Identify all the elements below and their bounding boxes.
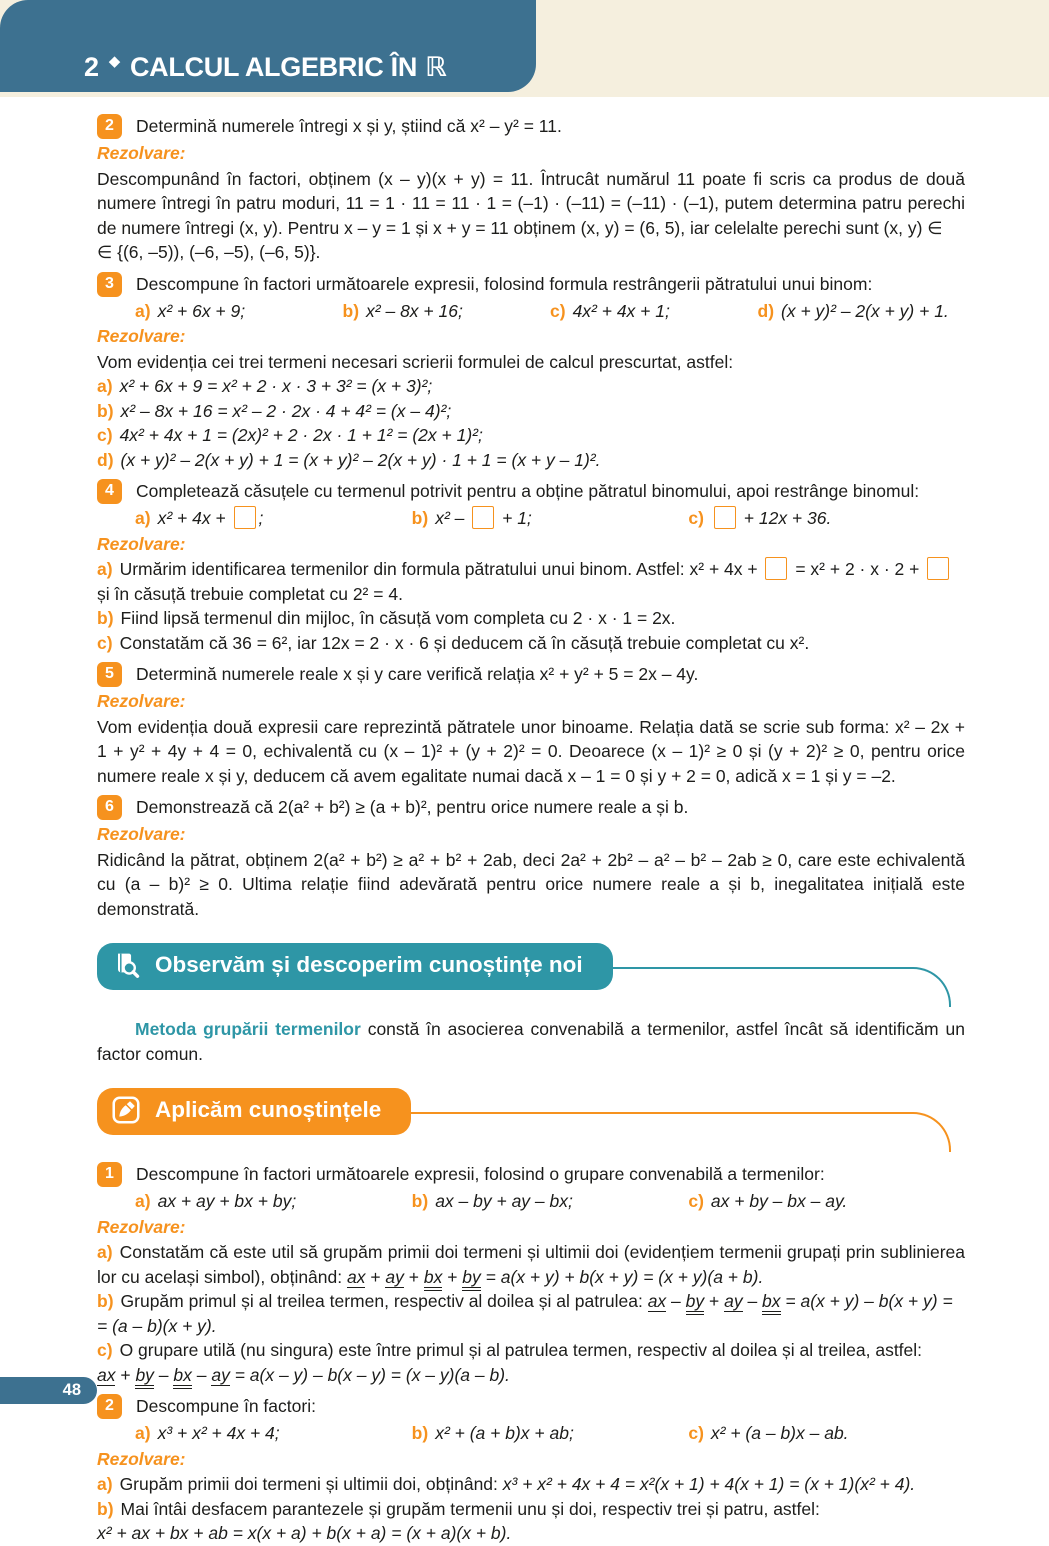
banner-title: Aplicăm cunoștințele <box>155 1096 382 1122</box>
item-c <box>688 506 965 531</box>
page-number: 48 <box>62 1381 81 1400</box>
rezolvare-label: Rezolvare: <box>97 824 186 844</box>
solution-step-c <box>97 631 965 656</box>
step-label: a) <box>97 1474 113 1494</box>
exercise-number-badge: 4 <box>97 479 122 504</box>
item-c <box>688 1189 965 1214</box>
item-label: b) <box>411 508 429 528</box>
item-a <box>135 506 412 531</box>
item-label: a) <box>135 1423 151 1443</box>
exercise-title: Descompune în factori: <box>136 1396 316 1416</box>
chapter-header <box>0 0 536 92</box>
math-expression: (x + y)² – 2(x + y) + 1. <box>781 300 949 321</box>
top-band <box>0 0 1049 97</box>
step-label: b) <box>97 1498 114 1519</box>
item-a <box>135 1189 412 1214</box>
step-text: Mai întâi desfacem parantezele și grupăm termenii unu și doi, respectiv trei și patru, astfel: x² + ax + bx + ab = x(x + a) + b(x + a) = (x + a)(x + b). <box>97 1498 820 1543</box>
item-label: c) <box>550 300 566 321</box>
metoda-lead: Metoda grupării termenilor <box>135 1019 361 1039</box>
exercise-2 <box>97 114 965 139</box>
step-text: Fiind lipsă termenul din mijloc, în căsuță vom completa cu 2 · x · 1 = 2x. <box>120 608 676 628</box>
item-a <box>135 1421 412 1446</box>
apply-section <box>97 1088 965 1148</box>
exercise-number-badge: 6 <box>97 795 122 820</box>
rezolvare-label: Rezolvare: <box>97 143 186 163</box>
step-text: Constatăm că 36 = 6², iar 12x = 2 · x · 6 și deducem că în căsuță trebuie completat cu x². <box>119 632 810 653</box>
item-label: c) <box>688 1191 704 1211</box>
rezolvare-label: Rezolvare: <box>97 1216 186 1237</box>
solution-step-a <box>97 374 965 399</box>
real-numbers-symbol: ℝ <box>425 51 447 82</box>
item-c <box>550 299 758 324</box>
step-text: Constatăm că este util să grupăm primii doi termeni și ultimii doi (evidențiem termenii grupați prin sublinierea lor cu același simbol), obținând: ax + ay + bx + by = a(x + y) + b(x + y) = (x + y)(a + b). <box>97 1242 965 1291</box>
book-magnifier-icon <box>110 949 142 981</box>
exercise-4 <box>97 479 965 504</box>
math-expression: x² – 8x + 16; <box>366 300 463 321</box>
exercise-number-badge: 2 <box>97 1394 122 1419</box>
item-label: a) <box>135 508 151 528</box>
diamond-icon: ◆ <box>108 52 120 70</box>
solution-step-b <box>97 399 965 424</box>
item-label: a) <box>135 300 151 321</box>
exercise-5 <box>97 662 965 687</box>
math-expression: x³ + x² + 4x + 4; <box>157 1423 280 1443</box>
solution-step-a <box>97 1472 965 1497</box>
solution-step-c <box>97 1338 965 1387</box>
item-d <box>758 299 966 324</box>
exercise-title: Descompune în factori următoarele expresii, folosind o grupare convenabilă a termenilor: <box>136 1164 825 1184</box>
solution-step-a <box>97 1240 965 1289</box>
math-expression: x² + 4x + ; <box>157 508 264 528</box>
math-expression: ax – by + ay – bx; <box>435 1191 573 1211</box>
solution-intro: Vom evidenția cei trei termeni necesari scrierii formulei de calcul prescurtat, astfel: <box>97 351 734 372</box>
exercise-number-badge: 3 <box>97 272 122 297</box>
solution-step-b <box>97 1289 965 1338</box>
answer-box <box>714 506 736 529</box>
step-label: a) <box>97 1242 113 1262</box>
exercise-title: Descompune în factori următoarele expresii, folosind formula restrângerii pătratului unui binom: <box>136 273 873 294</box>
step-text: O grupare utilă (nu singura) este între primul și al patrulea termen, respectiv al doilea și al treilea, astfel: ax + by – bx – ay = a(x – y) – b(x – y) = (x – y)(a – b). <box>97 1340 922 1389</box>
answer-box <box>765 557 787 580</box>
item-label: c) <box>688 1423 704 1443</box>
rezolvare-label: Rezolvare: <box>97 533 186 554</box>
rezolvare-label: Rezolvare: <box>97 1448 186 1469</box>
step-label: a) <box>97 376 113 396</box>
item-label: a) <box>135 1191 151 1211</box>
exercise-items <box>135 506 965 531</box>
math-expression: ax + ay + bx + by; <box>157 1191 297 1211</box>
chapter-number: 2 <box>84 51 99 82</box>
solution-step-a <box>97 557 965 606</box>
rezolvare-label: Rezolvare: <box>97 691 186 711</box>
math-expression: x² + (a + b)x + ab; <box>435 1423 574 1443</box>
solution-paragraph: Vom evidenția două expresii care reprezintă pătratele unor binoame. Relația dată se scrie sub forma: x² – 2x + 1 + y² + 4y + 4 = 0, echivalentă cu (x – 1)² + (y + 2)² = 0. Deoarece (x – 1)² ≥ 0 și (y + 2)² ≥ 0, pentru orice numere reale x și y, deducem că avem egalitate numai dacă x – 1 = 0 și y + 2 = 0, adică x = 1 și y = –2. <box>97 716 965 786</box>
item-label: c) <box>688 508 704 528</box>
observe-section <box>97 943 965 1003</box>
banner-title: Observăm și descoperim cunoștințe noi <box>155 951 583 977</box>
solution-step-d <box>97 448 965 473</box>
observe-banner <box>97 943 613 990</box>
exercise-title: Completează căsuțele cu termenul potrivit pentru a obține pătratul binomului, apoi restrânge binomul: <box>136 481 920 501</box>
apply-exercise-1 <box>97 1162 965 1187</box>
solution-step-b <box>97 1497 965 1546</box>
exercise-title: Demonstrează că 2(a² + b²) ≥ (a + b)², pentru orice numere reale a și b. <box>136 797 689 817</box>
math-equation: 4x² + 4x + 1 = (2x)² + 2 · 2x · 1 + 1² = (2x + 1)²; <box>119 425 483 445</box>
step-label: c) <box>97 1340 113 1360</box>
item-b <box>343 299 551 324</box>
page-content <box>0 97 1049 1546</box>
math-equation: (x + y)² – 2(x + y) + 1 = (x + y)² – 2(x + y) · 1 + 1 = (x + y – 1)². <box>120 449 601 470</box>
item-a <box>135 299 343 324</box>
step-label: b) <box>97 1291 114 1311</box>
step-label: c) <box>97 425 113 445</box>
step-label: c) <box>97 632 113 653</box>
solution-paragraph: Descompunând în factori, obținem (x – y)(x + y) = 11. Întrucât numărul 11 poate fi scris ca produs de două numere întregi în patru moduri, 11 = 1 · 11 = 11 · 1 = (–1) · (–11) = (–11) · (–1), putem determina patru perechi de numere întregi (x, y). Pentru x – y = 1 și x + y = 11 obținem (x, y) = (6, 5), iar celelalte perechi sunt (x, y) ∈ ∈ {(6, –5)), (–6, –5), (–6, 5)}. <box>97 168 965 262</box>
math-expression: x² – + 1; <box>435 508 532 528</box>
exercise-number-badge: 5 <box>97 662 122 687</box>
exercise-items <box>135 1421 965 1446</box>
math-expression: x² + 6x + 9; <box>157 300 246 321</box>
apply-banner <box>97 1088 411 1135</box>
metoda-rest: constă în asocierea convenabilă a termenilor, astfel încât să identificăm un factor comun. <box>97 1019 965 1064</box>
item-label: b) <box>411 1191 429 1211</box>
math-equation: x² + 6x + 9 = x² + 2 · x · 3 + 3² = (x + 3)²; <box>119 376 433 396</box>
step-text: Grupăm primul și al treilea termen, respectiv al doilea și al patrulea: ax – by + ay – bx = a(x + y) – b(x + y) = = (a – b)(x + y). <box>97 1291 953 1336</box>
solution-step-c <box>97 423 965 448</box>
answer-box <box>927 557 949 580</box>
item-b <box>412 1189 689 1214</box>
metoda-paragraph <box>97 1017 965 1066</box>
exercise-title: Determină numerele reale x și y care verifică relația x² + y² + 5 = 2x – 4y. <box>136 664 699 684</box>
step-text: Urmărim identificarea termenilor din formula pătratului unui binom. Astfel: x² + 4x + = x² + 2 · x · 2 + și în căsuță trebuie completat cu 2² = 4. <box>97 559 952 604</box>
math-expression: + 12x + 36. <box>711 508 831 528</box>
math-expression: ax + by – bx – ay. <box>710 1191 848 1211</box>
solution-step-b <box>97 606 965 631</box>
pen-nib-icon <box>110 1094 142 1126</box>
exercise-number-badge: 1 <box>97 1162 122 1187</box>
step-label: d) <box>97 449 114 470</box>
answer-box <box>234 506 256 529</box>
step-text: Grupăm primii doi termeni și ultimii doi, obținând: x³ + x² + 4x + 4 = x²(x + 1) + 4(x + 1) = (x + 1)(x² + 4). <box>119 1474 916 1494</box>
apply-exercise-2 <box>97 1394 965 1419</box>
math-expression: x² + (a – b)x – ab. <box>710 1423 849 1443</box>
step-label: b) <box>97 400 114 421</box>
exercise-title: Determină numerele întregi x și y, știind că x² – y² = 11. <box>136 116 562 136</box>
exercise-3 <box>97 272 965 297</box>
exercise-number-badge: 2 <box>97 114 122 139</box>
exercise-items <box>135 299 965 324</box>
step-label: b) <box>97 608 114 628</box>
answer-box <box>472 506 494 529</box>
exercise-6 <box>97 795 965 820</box>
item-label: b) <box>411 1423 429 1443</box>
step-label: a) <box>97 559 113 579</box>
item-b <box>412 1421 689 1446</box>
chapter-title: CALCUL ALGEBRIC ÎN <box>129 51 418 82</box>
item-b <box>412 506 689 531</box>
math-equation: x² – 8x + 16 = x² – 2 · 2x · 4 + 4² = (x – 4)²; <box>120 400 452 421</box>
page-number-tab <box>0 1377 97 1404</box>
item-c <box>688 1421 965 1446</box>
solution-paragraph: Ridicând la pătrat, obținem 2(a² + b²) ≥ a² + b² + 2ab, deci 2a² + 2b² – a² – b² – 2ab ≥ 0, care este echivalentă cu (a – b)² ≥ 0. Ultima relație fiind adevărată pentru orice numere reale a și b, inegalitatea inițială este demonstrată. <box>97 849 965 919</box>
item-label: d) <box>757 300 775 321</box>
rezolvare-label: Rezolvare: <box>97 326 186 346</box>
item-label: b) <box>342 300 360 321</box>
math-expression: 4x² + 4x + 1; <box>572 300 670 321</box>
exercise-items <box>135 1189 965 1214</box>
